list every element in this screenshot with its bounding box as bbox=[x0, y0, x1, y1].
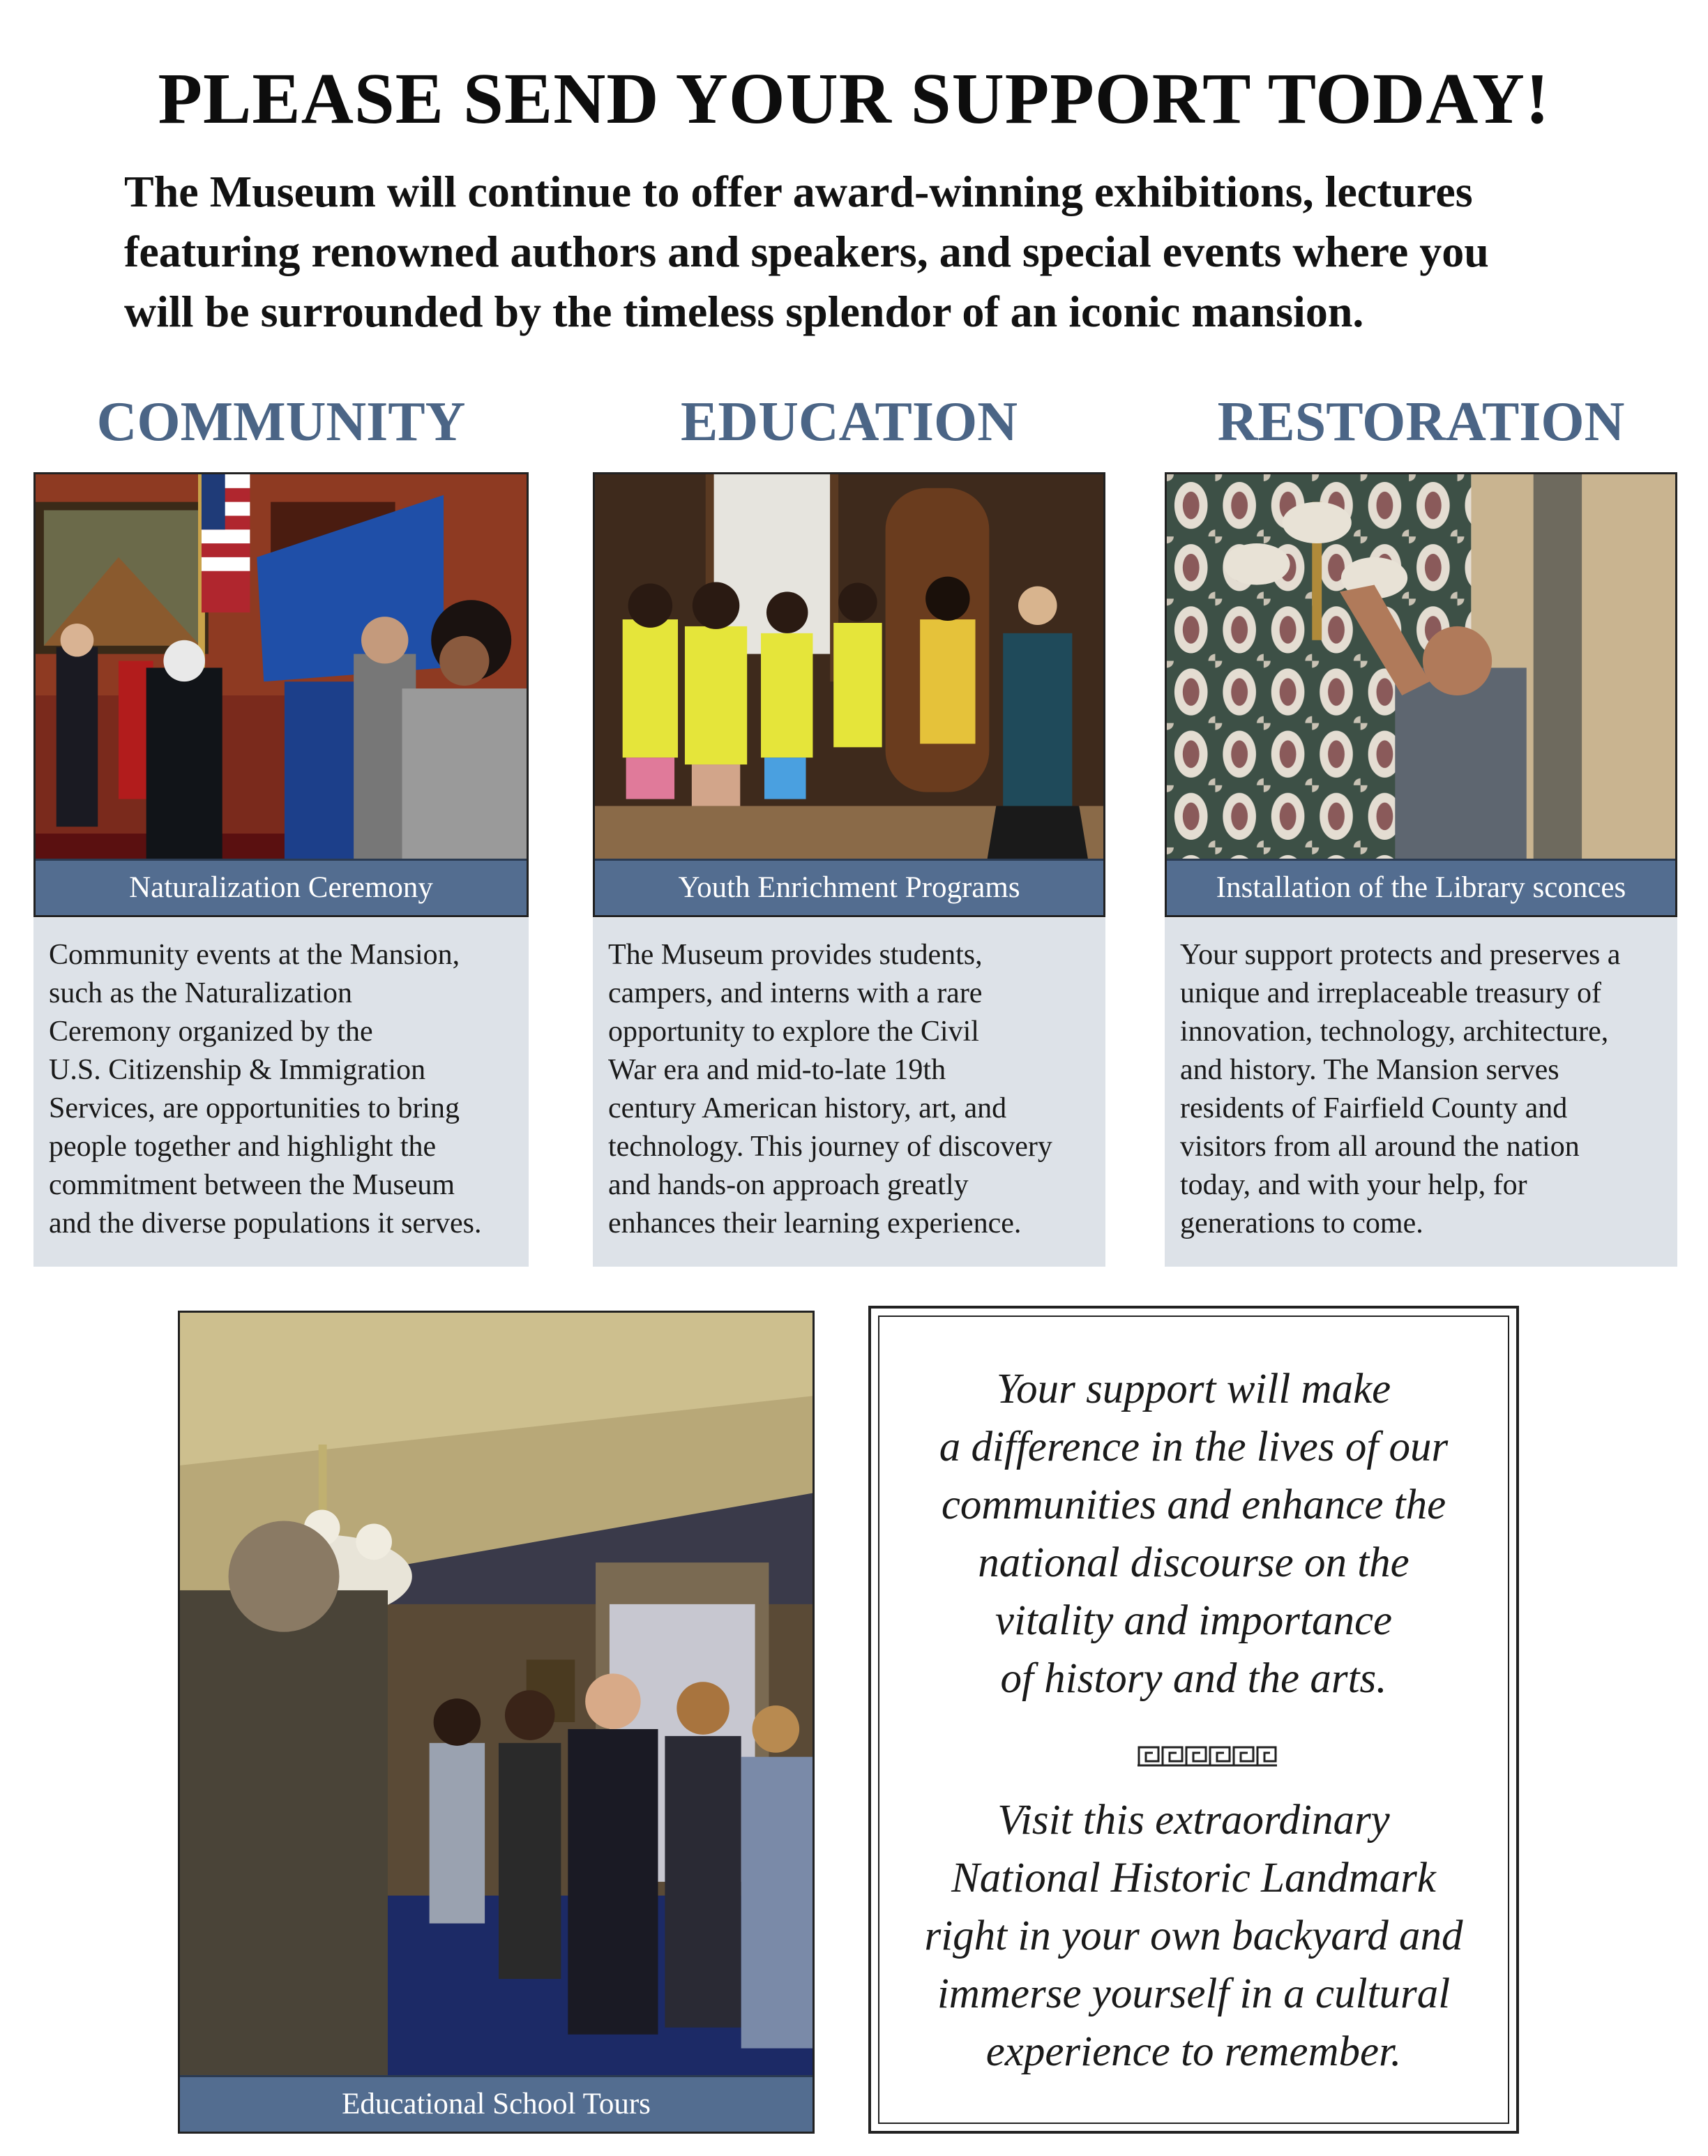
quote-line: a difference in the lives of our bbox=[939, 1424, 1449, 1470]
photo-caption: Naturalization Ceremony bbox=[36, 859, 527, 915]
quote-paragraph-support bbox=[879, 1360, 1508, 1708]
photo-library-sconces bbox=[1165, 472, 1677, 917]
description-line: visitors from all around the nation bbox=[1180, 1131, 1580, 1163]
intro-paragraph bbox=[124, 162, 1624, 342]
description-line: campers, and interns with a rare bbox=[608, 977, 983, 1009]
youth-photo-illustration bbox=[595, 474, 1103, 915]
description-line: The Museum provides students, bbox=[608, 939, 983, 971]
description-line: Ceremony organized by the bbox=[49, 1016, 373, 1048]
quote-line: Your support will make bbox=[996, 1366, 1391, 1412]
description-line: century American history, art, and bbox=[608, 1092, 1007, 1124]
description-line: War era and mid-to-late 19th bbox=[608, 1054, 946, 1086]
photo-caption: Youth Enrichment Programs bbox=[595, 859, 1103, 915]
heading-restoration: RESTORATION bbox=[1217, 391, 1625, 453]
photo-school-tours bbox=[178, 1311, 815, 2134]
quote-line: right in your own backyard and bbox=[924, 1913, 1463, 1959]
photo-caption: Educational School Tours bbox=[180, 2075, 813, 2132]
description-line: unique and irreplaceable treasury of bbox=[1180, 977, 1602, 1009]
heading-community: COMMUNITY bbox=[96, 391, 466, 453]
description-line: U.S. Citizenship & Immigration bbox=[49, 1054, 426, 1086]
description-line: Community events at the Mansion, bbox=[49, 939, 460, 971]
description-line: enhances their learning experience. bbox=[608, 1207, 1022, 1239]
photo-youth-enrichment bbox=[593, 472, 1105, 917]
quote-line: experience to remember. bbox=[985, 2028, 1402, 2075]
description-line: technology. This journey of discovery bbox=[608, 1131, 1052, 1163]
heading-education: EDUCATION bbox=[680, 391, 1018, 453]
description-line: innovation, technology, architecture, bbox=[1180, 1016, 1609, 1048]
quote-line: National Historic Landmark bbox=[951, 1855, 1436, 1901]
description-line: such as the Naturalization bbox=[49, 977, 353, 1009]
quote-line: national discourse on the bbox=[978, 1539, 1410, 1586]
description-restoration bbox=[1165, 918, 1677, 1267]
description-line: commitment between the Museum bbox=[49, 1169, 455, 1201]
description-line: people together and highlight the bbox=[49, 1131, 437, 1163]
description-line: and the diverse populations it serves. bbox=[49, 1207, 482, 1239]
ceremony-photo-illustration bbox=[36, 474, 527, 915]
description-community bbox=[33, 918, 529, 1267]
quote-line: Visit this extraordinary bbox=[997, 1797, 1390, 1844]
sconces-photo-illustration bbox=[1167, 474, 1675, 915]
description-line: and hands-on approach greatly bbox=[608, 1169, 969, 1201]
description-line: and history. The Mansion serves bbox=[1180, 1054, 1559, 1086]
description-line: today, and with your help, for bbox=[1180, 1169, 1527, 1201]
quote-line: immerse yourself in a cultural bbox=[937, 1970, 1451, 2017]
description-line: generations to come. bbox=[1180, 1207, 1423, 1239]
quote-inner-frame bbox=[878, 1316, 1509, 2124]
greek-key-ornament-icon bbox=[1138, 1746, 1277, 1767]
page-headline: PLEASE SEND YOUR SUPPORT TODAY! bbox=[158, 59, 1550, 139]
description-education bbox=[593, 918, 1105, 1267]
photo-naturalization-ceremony bbox=[33, 472, 529, 917]
quote-line: vitality and importance bbox=[995, 1597, 1393, 1644]
description-line: Services, are opportunities to bring bbox=[49, 1092, 460, 1124]
intro-line: The Museum will continue to offer award-winning exhibitions, lectures bbox=[124, 167, 1473, 216]
tour-photo-illustration bbox=[180, 1313, 813, 2132]
description-line: opportunity to explore the Civil bbox=[608, 1016, 979, 1048]
quote-paragraph-visit bbox=[879, 1791, 1508, 2081]
photo-caption: Installation of the Library sconces bbox=[1167, 859, 1675, 915]
quote-line: of history and the arts. bbox=[1000, 1655, 1387, 1702]
intro-line: will be surrounded by the timeless splendor of an iconic mansion. bbox=[124, 287, 1364, 336]
description-line: Your support protects and preserves a bbox=[1180, 939, 1621, 971]
description-line: residents of Fairfield County and bbox=[1180, 1092, 1568, 1124]
quote-box bbox=[868, 1306, 1519, 2134]
quote-line: communities and enhance the bbox=[941, 1482, 1446, 1528]
intro-line: featuring renowned authors and speakers, and special events where you bbox=[124, 227, 1489, 276]
